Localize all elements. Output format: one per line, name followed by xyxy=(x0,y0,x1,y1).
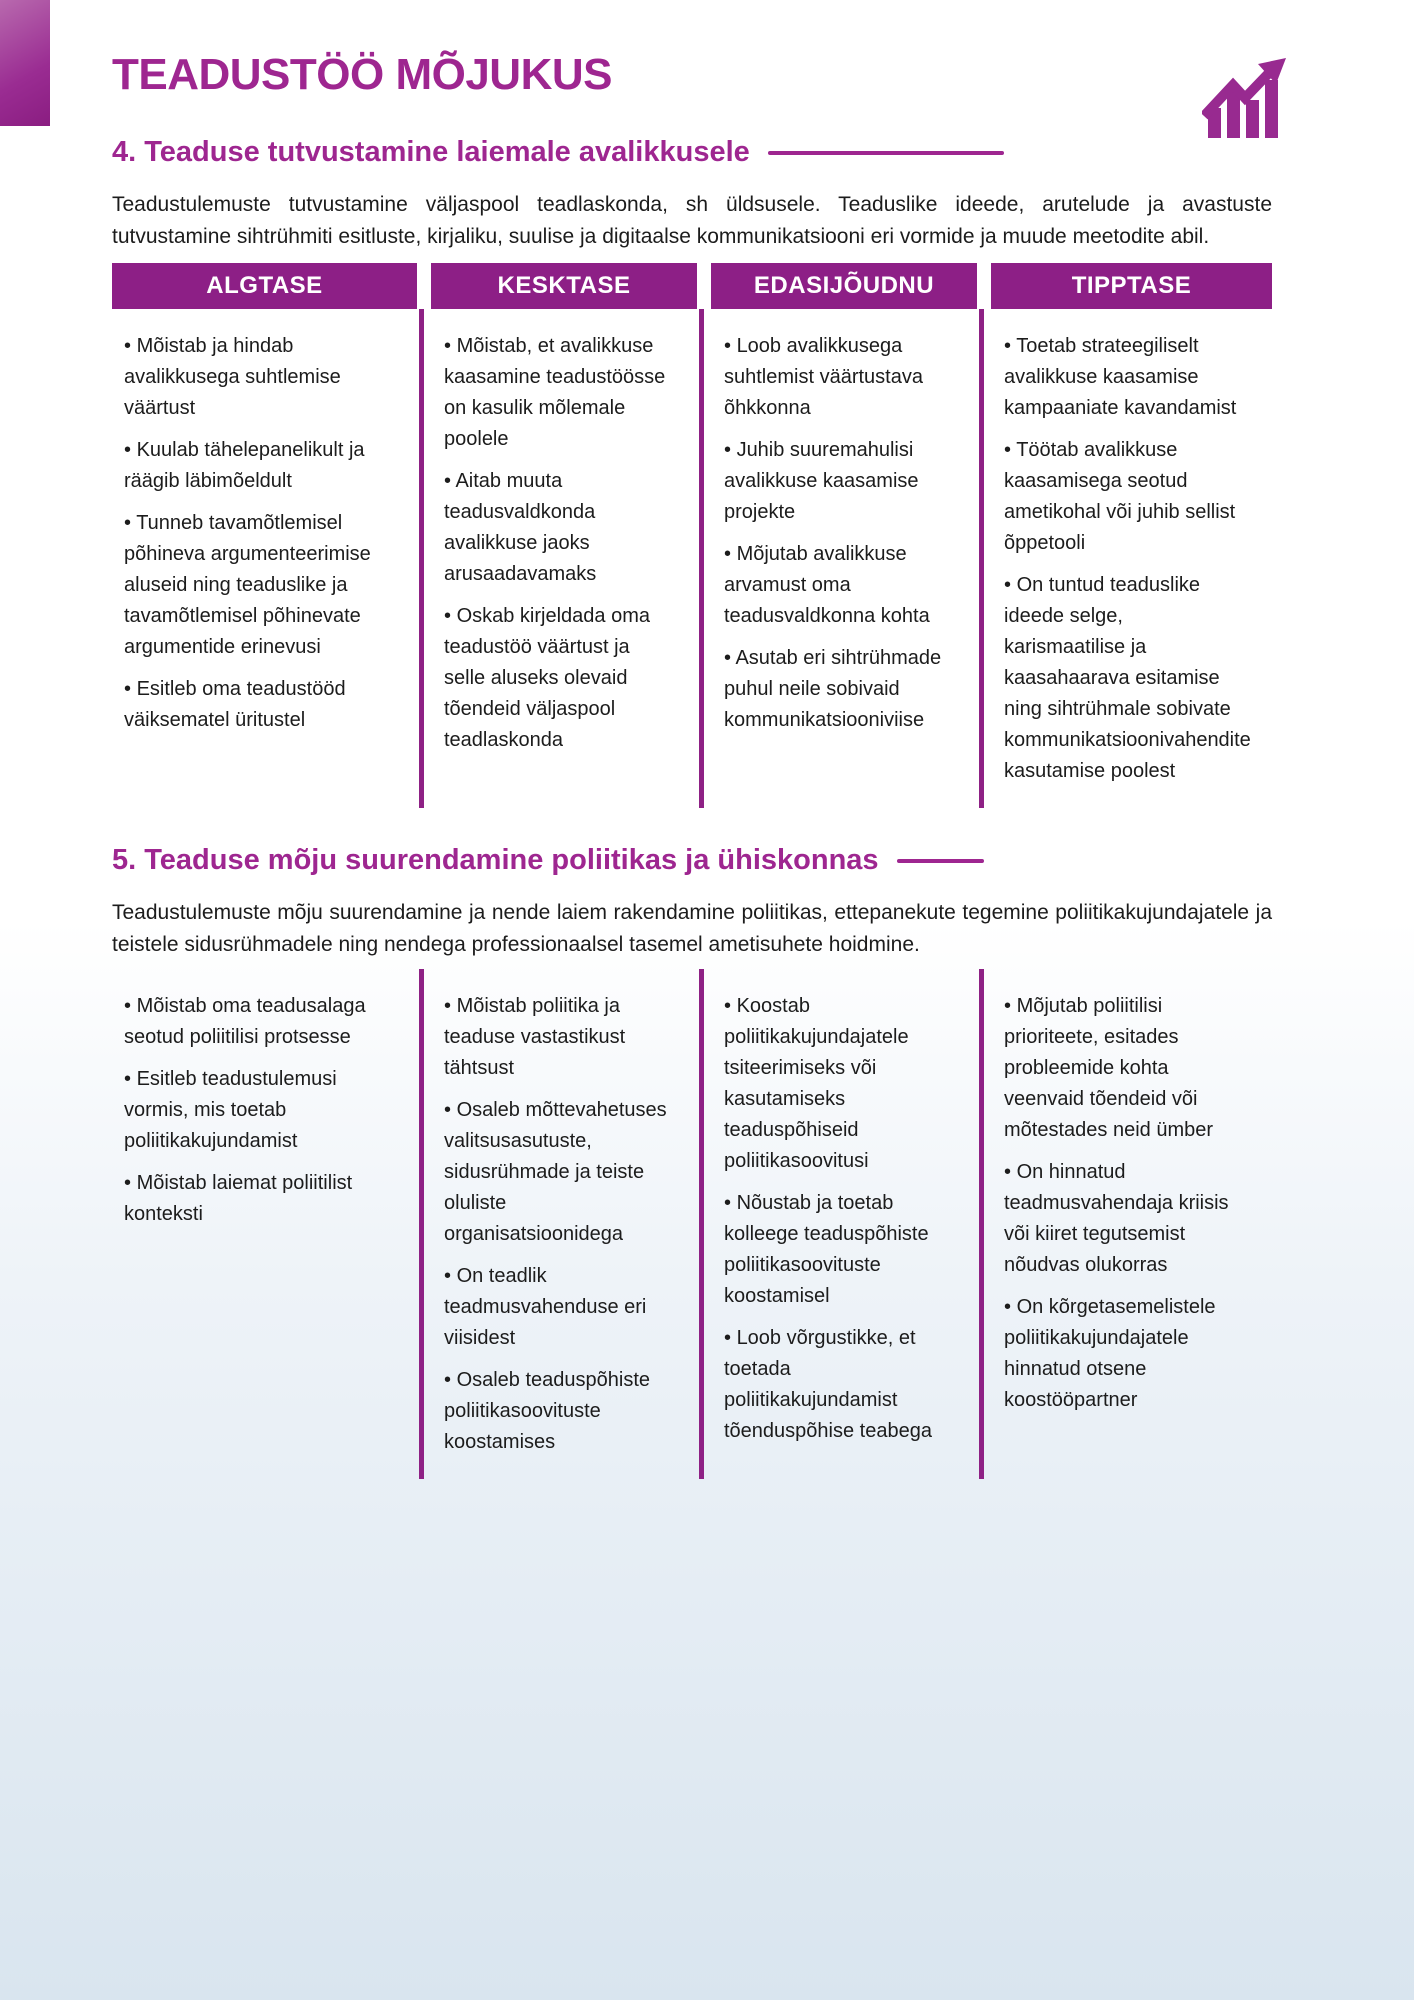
section-5-intro: Teadustulemuste mõju suurendamine ja nende laiem rakendamine poliitikas, ettepanekute tegemine poliitikakujundajatele ja teistele sidusrühmadele ning nendega professionaalsel tasemel ametisuhete hoidmine. xyxy=(112,901,1272,956)
bullet-item: • Toetab strateegiliselt avalikkuse kaasamise kampaaniate kavandamist xyxy=(1004,331,1246,424)
bullet-item: • Osaleb teaduspõhiste poliitikasoovituste koostamises xyxy=(444,1365,673,1458)
bullet-item: • Mõistab, et avalikkuse kaasamine teadustöösse on kasulik mõlemale poolele xyxy=(444,331,673,455)
level-header-kesktase: KESKTASE xyxy=(431,263,697,309)
column-algtase xyxy=(112,309,424,808)
bullet-item: • Mõjutab poliitilisi prioriteete, esitades probleemide kohta veenvaid tõendeid või mõtestades neid ümber xyxy=(1004,991,1246,1146)
bullet-list xyxy=(444,991,673,1458)
bullet-item: • Loob avalikkusega suhtlemist väärtustava õhkkonna xyxy=(724,331,953,424)
bullet-item: • Esitleb oma teadustööd väiksematel üritustel xyxy=(124,674,393,736)
section-4-heading-row xyxy=(112,136,1272,169)
bullet-item: • Mõistab laiemat poliitilist konteksti xyxy=(124,1168,393,1230)
bullet-item: • Loob võrgustikke, et toetada poliitikakujundamist tõenduspõhise teabega xyxy=(724,1323,953,1447)
column-tipptase xyxy=(984,309,1272,808)
section-5-columns xyxy=(112,969,1272,1479)
bullet-item: • Mõistab ja hindab avalikkusega suhtlemise väärtust xyxy=(124,331,393,424)
bullet-item: • Esitleb teadustulemusi vormis, mis toetab poliitikakujundamist xyxy=(124,1064,393,1157)
section-5-heading-rule xyxy=(897,859,984,863)
page-content xyxy=(112,0,1272,1479)
level-header-row xyxy=(112,263,1272,309)
column-kesktase xyxy=(424,969,704,1479)
corner-accent-bar xyxy=(0,0,50,126)
level-header-tipptase: TIPPTASE xyxy=(991,263,1272,309)
level-header-edasijoudnu: EDASIJÕUDNU xyxy=(711,263,977,309)
bullet-item: • Koostab poliitikakujundajatele tsiteerimiseks või kasutamiseks teaduspõhiseid poliitikasoovitusi xyxy=(724,991,953,1177)
bullet-item: • Mõistab oma teadusalaga seotud poliitilisi protsesse xyxy=(124,991,393,1053)
bullet-item: • On tuntud teaduslike ideede selge, karismaatilise ja kaasahaarava esitamise ning sihtrühmale sobivate kommunikatsioonivahendite kasutamise poolest xyxy=(1004,570,1246,787)
bullet-list xyxy=(444,331,673,756)
section-5-heading-row xyxy=(112,844,1272,877)
bullet-item: • Asutab eri sihtrühmade puhul neile sobivaid kommunikatsiooniviise xyxy=(724,643,953,736)
column-edasijoudnu xyxy=(704,309,984,808)
section-4 xyxy=(112,136,1272,808)
section-4-intro: Teadustulemuste tutvustamine väljaspool teadlaskonda, sh üldsusele. Teaduslike ideede, arutelude ja avastuste tutvustamine sihtrühmiti esitluste, kirjaliku, suulise ja digitaalse kommunikatsiooni eri vormide ja muude meetodite abil. xyxy=(112,193,1272,248)
bullet-item: • On kõrgetasemelistele poliitikakujundajatele hinnatud otsene koostööpartner xyxy=(1004,1292,1246,1416)
column-algtase xyxy=(112,969,424,1479)
bullet-item: • Oskab kirjeldada oma teadustöö väärtust ja selle aluseks olevaid tõendeid väljaspool teadlaskonda xyxy=(444,601,673,756)
bullet-item: • Mõistab poliitika ja teaduse vastastikust tähtsust xyxy=(444,991,673,1084)
column-kesktase xyxy=(424,309,704,808)
bullet-list xyxy=(1004,991,1246,1416)
column-edasijoudnu xyxy=(704,969,984,1479)
section-4-heading-rule xyxy=(768,151,1004,155)
section-4-heading: 4. Teaduse tutvustamine laiemale avalikkusele xyxy=(112,136,750,168)
bullet-item: • Aitab muuta teadusvaldkonda avalikkuse jaoks arusaadavamaks xyxy=(444,466,673,590)
bullet-item: • Kuulab tähelepanelikult ja räägib läbimõeldult xyxy=(124,435,393,497)
bullet-item: • Osaleb mõttevahetuses valitsusasutuste, sidusrühmade ja teiste oluliste organisatsioonidega xyxy=(444,1095,673,1250)
bullet-item: • Mõjutab avalikkuse arvamust oma teadusvaldkonna kohta xyxy=(724,539,953,632)
level-header-algtase: ALGTASE xyxy=(112,263,417,309)
bullet-item: • Juhib suuremahulisi avalikkuse kaasamise projekte xyxy=(724,435,953,528)
section-5-heading: 5. Teaduse mõju suurendamine poliitikas ja ühiskonnas xyxy=(112,844,879,876)
column-tipptase xyxy=(984,969,1272,1479)
bullet-list xyxy=(1004,331,1251,787)
section-4-columns xyxy=(112,309,1272,808)
page-title: TEADUSTÖÖ MÕJUKUS xyxy=(112,50,612,99)
bullet-list xyxy=(724,991,953,1447)
section-5 xyxy=(112,844,1272,1479)
rising-bar-chart-arrow-icon xyxy=(1202,58,1288,138)
bullet-item: • Nõustab ja toetab kolleege teaduspõhiste poliitikasoovituste koostamisel xyxy=(724,1188,953,1312)
bullet-list xyxy=(724,331,953,736)
bullet-item: • On teadlik teadmusvahenduse eri viisidest xyxy=(444,1261,673,1354)
bullet-item: • Tunneb tavamõtlemisel põhineva argumenteerimise aluseid ning teaduslike ja tavamõtlemisel põhinevate argumentide erinevusi xyxy=(124,508,393,663)
bullet-list xyxy=(124,331,393,736)
bullet-item: • Töötab avalikkuse kaasamisega seotud ametikohal või juhib sellist õppetooli xyxy=(1004,435,1246,559)
bullet-item: • On hinnatud teadmusvahendaja kriisis või kiiret tegutsemist nõudvas olukorras xyxy=(1004,1157,1246,1281)
bullet-list xyxy=(124,991,393,1230)
